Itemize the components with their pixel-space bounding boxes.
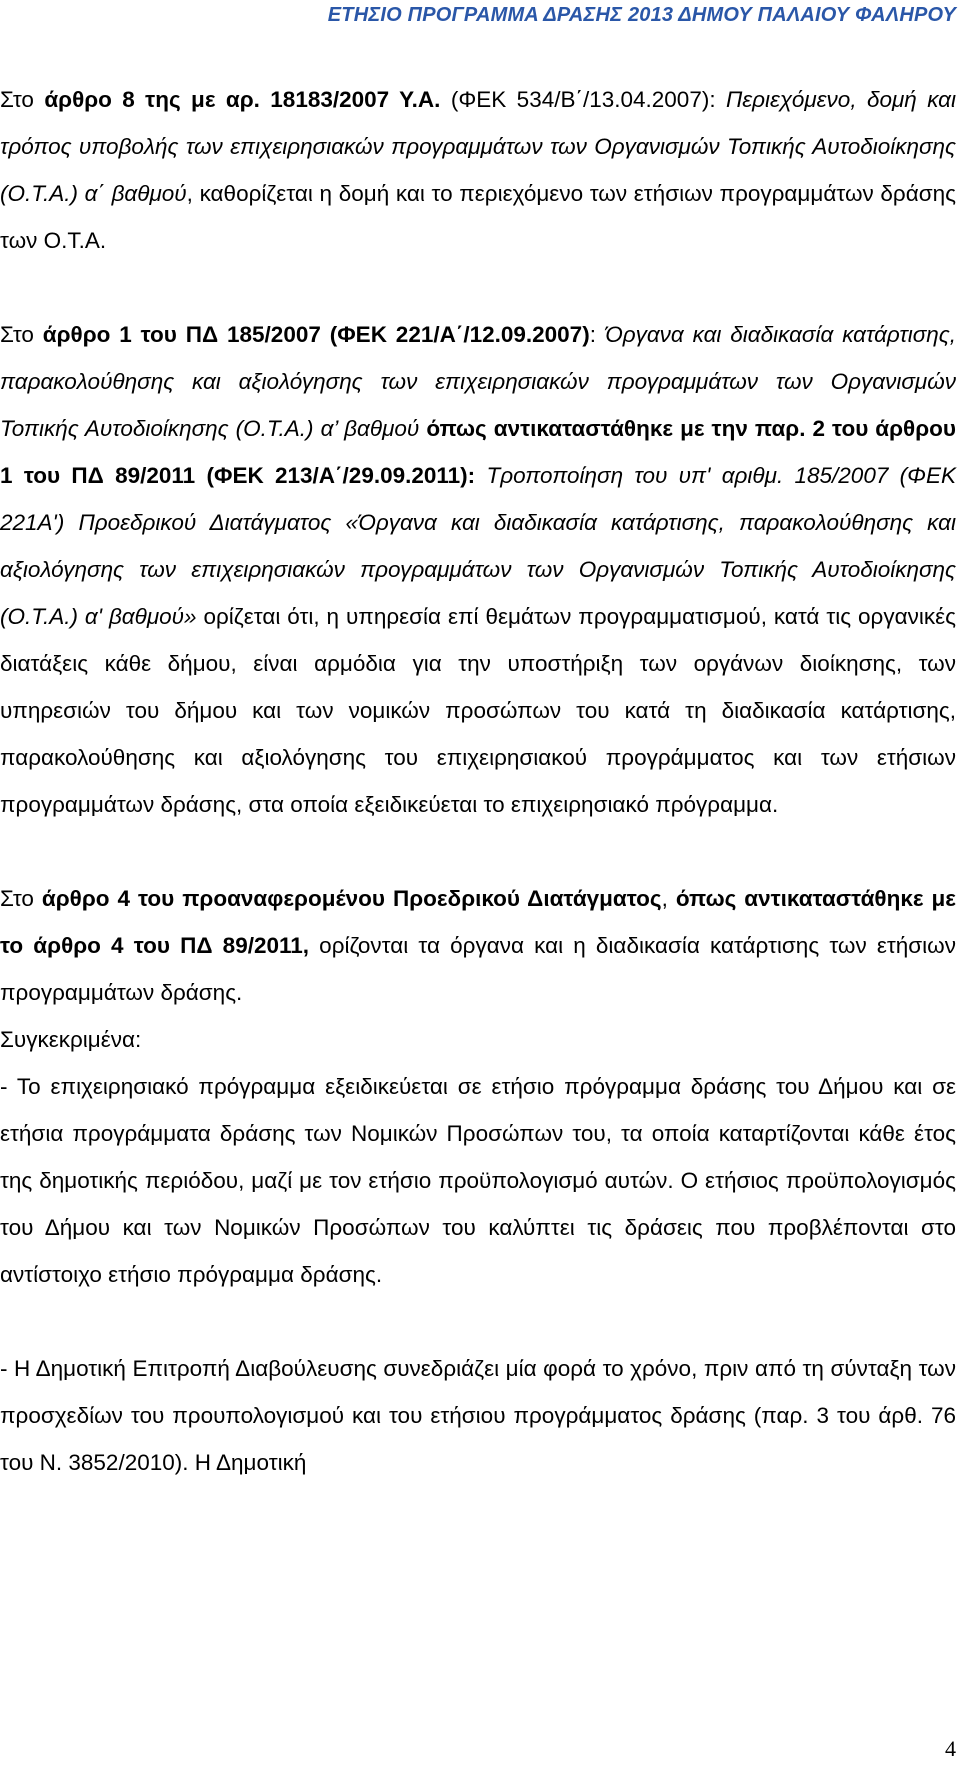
article-8-reference: άρθρο 8 της με αρ. 18183/2007 Υ.Α.	[44, 87, 441, 112]
paragraph-article-1: Στο άρθρο 1 του ΠΔ 185/2007 (ΦΕΚ 221/Α΄/12.09.2007): Όργανα και διαδικασία κατάρτισης, παρακολούθησης και αξιολόγησης των επιχειρησιακών προγραμμάτων των Οργανισμών Τοπικής Αυτοδιοίκησης (Ο.Τ.Α.) α’ βαθμού όπως αντικαταστάθηκε με την παρ. 2 του άρθρου 1 του ΠΔ 89/2011 (ΦΕΚ 213/Α΄/29.09.2011): Τροποποίηση του υπ' αριθμ. 185/2007 (ΦΕΚ 221Α') Προεδρικού Διατάγματος «Όργανα και διαδικασία κατάρτισης, παρακολούθησης και αξιολόγησης των επιχειρησιακών προγραμμάτων των Οργανισμών Τοπικής Αυτοδιοίκησης (Ο.Τ.Α.) α' βαθμού» ορίζεται ότι, η υπηρεσία επί θεμάτων προγραμματισμού, κατά τις οργανικές διατάξεις κάθε δήμου, είναι αρμόδια για την υποστήριξη των οργάνων διοίκησης, των υπηρεσιών του δήμου και των νομικών προσώπων του κατά τη διαδικασία κατάρτισης, παρακολούθησης και αξιολόγησης του επιχειρησιακού προγράμματος και των ετήσιων προγραμμάτων δράσης, στα οποία εξειδικεύεται το επιχειρησιακό πρόγραμμα.	[0, 322, 956, 817]
article-1-reference: άρθρο 1 του ΠΔ 185/2007 (ΦΕΚ 221/Α΄/12.09.2007)	[42, 322, 590, 347]
paragraph-spacer	[0, 1298, 956, 1345]
paragraph-consultation-committee: - Η Δημοτική Επιτροπή Διαβούλευσης συνεδριάζει μία φορά το χρόνο, πριν από τη σύνταξη των προσχεδίων του προυπολογισμού και του ετήσιου προγράμματος δράσης (παρ. 3 του άρθ. 76 του Ν. 3852/2010). Η Δημοτική	[0, 1356, 956, 1475]
paragraph-spacer	[0, 828, 956, 875]
running-header: ΕΤΗΣΙΟ ΠΡΟΓΡΑΜΜΑ ΔΡΑΣΗΣ 2013 ΔΗΜΟΥ ΠΑΛΑΙΟΥ ΦΑΛΗΡΟΥ	[327, 4, 956, 26]
paragraph-spacer	[0, 264, 956, 311]
paragraph-article-8: Στο άρθρο 8 της με αρ. 18183/2007 Υ.Α. (ΦΕΚ 534/Β΄/13.04.2007): Περιεχόμενο, δομή και τρόπος υποβολής των επιχειρησιακών προγραμμάτων των Οργανισμών Τοπικής Αυτοδιοίκησης (Ο.Τ.Α.) α΄ βαθμού, καθορίζεται η δομή και το περιεχόμενο των ετήσιων προγραμμάτων δράσης των Ο.Τ.Α.	[0, 87, 956, 253]
page-number: 4	[945, 1736, 956, 1761]
amendment-title: Τροποποίηση του υπ' αριθμ. 185/2007 (ΦΕΚ 221Α') Προεδρικού Διατάγματος «Όργανα και διαδικασία κατάρτισης, παρακολούθησης και αξιολόγησης των επιχειρησιακών προγραμμάτων των Οργανισμών Τοπικής Αυτοδιοίκησης (Ο.Τ.Α.) α' βαθμού»	[0, 463, 956, 629]
paragraph-annual-program: - Το επιχειρησιακό πρόγραμμα εξειδικεύεται σε ετήσιο πρόγραμμα δράσης του Δήμου και σε ετήσια προγράμματα δράσης των Νομικών Προσώπων του, τα οποία καταρτίζονται κάθε έτος της δημοτικής περιόδου, μαζί με τον ετήσιο προϋπολογισμό αυτών. Ο ετήσιος προϋπολογισμός του Δήμου και των Νομικών Προσώπων του καλύπτει τις δράσεις που προβλέπονται στο αντίστοιχο ετήσιο πρόγραμμα δράσης.	[0, 1074, 956, 1287]
article-4-reference: άρθρο 4 του προαναφερομένου Προεδρικού Διατάγματος	[41, 886, 662, 911]
article-8-title: Περιεχόμενο, δομή και τρόπος υποβολής των επιχειρησιακών προγραμμάτων των Οργανισμών Τοπικής Αυτοδιοίκησης (Ο.Τ.Α.) α΄ βαθμού	[0, 87, 956, 206]
paragraph-article-4: Στο άρθρο 4 του προαναφερομένου Προεδρικού Διατάγματος, όπως αντικαταστάθηκε με το άρθρο 4 του ΠΔ 89/2011, ορίζονται τα όργανα και η διαδικασία κατάρτισης των ετήσιων προγραμμάτων δράσης.	[0, 886, 956, 1005]
amendment-reference: όπως αντικαταστάθηκε με την παρ. 2 του άρθρου 1 του ΠΔ 89/2011 (ΦΕΚ 213/Α΄/29.09.2011):	[0, 416, 956, 488]
article-4-amendment: όπως αντικαταστάθηκε με το άρθρο 4 του ΠΔ 89/2011,	[0, 886, 956, 958]
article-1-title: Όργανα και διαδικασία κατάρτισης, παρακολούθησης και αξιολόγησης των επιχειρησιακών προγραμμάτων των Οργανισμών Τοπικής Αυτοδιοίκησης (Ο.Τ.Α.) α’ βαθμού	[0, 322, 956, 441]
document-body	[0, 76, 956, 1486]
paragraph-specifically: Συγκεκριμένα:	[0, 1027, 142, 1052]
